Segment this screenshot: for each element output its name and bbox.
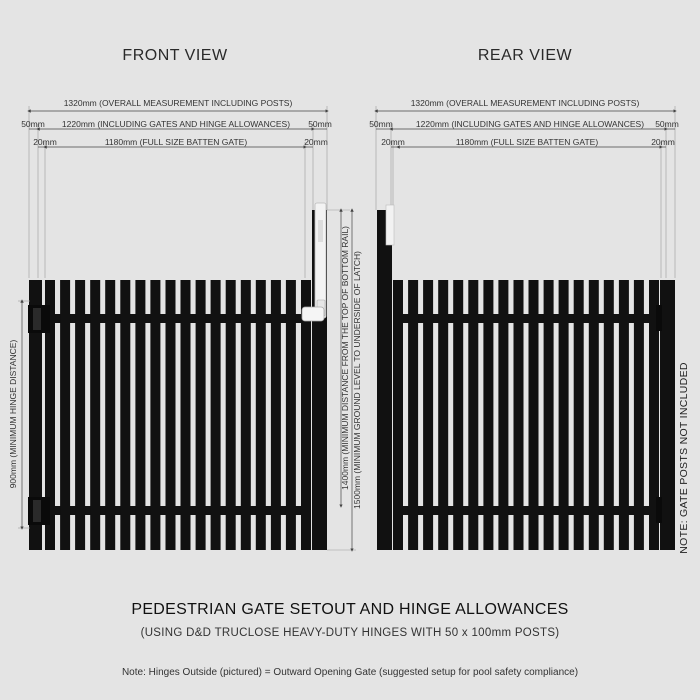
latch-ground-label: 1500mm (MINIMUM GROUND LEVEL TO UNDERSIDE OF LATCH) — [352, 250, 362, 510]
rear-batten — [423, 280, 433, 550]
footnote: Note: Hinges Outside (pictured) = Outward Opening Gate (suggested setup for pool safety compliance) — [121, 667, 579, 678]
rear-view-title: REAR VIEW — [477, 47, 573, 64]
main-heading: PEDESTRIAN GATE SETOUT AND HINGE ALLOWANCES — [131, 601, 569, 618]
rear-batten — [529, 280, 539, 550]
rear-batten — [514, 280, 524, 550]
front-overall-dim: 1320mm (OVERALL MEASUREMENT INCLUDING POSTS) — [63, 98, 293, 108]
sub-heading: (USING D&D TRUCLOSE HEAVY-DUTY HINGES WITH 50 x 100mm POSTS) — [140, 627, 560, 639]
rear-batten — [438, 280, 448, 550]
front-batten — [286, 280, 296, 550]
rear-batten — [483, 280, 493, 550]
front-post-left-dim: 50mm — [21, 119, 45, 129]
rear-batten — [589, 280, 599, 550]
hinge-distance-dim — [8, 301, 30, 528]
rear-batten — [559, 280, 569, 550]
rear-left-post — [377, 210, 392, 550]
front-hinge-left-dim: 20mm — [33, 137, 57, 147]
rear-batten — [453, 280, 463, 550]
front-gate — [28, 203, 327, 550]
front-batten — [135, 280, 145, 550]
front-batten — [271, 280, 281, 550]
rear-overall-dim: 1320mm (OVERALL MEASUREMENT INCLUDING POSTS) — [410, 98, 640, 108]
hinge-icon — [656, 305, 662, 331]
latch-icon — [386, 205, 394, 245]
rear-gates-hinges-dim: 1220mm (INCLUDING GATES AND HINGE ALLOWANCES) — [415, 119, 645, 129]
front-hinge-right-dim: 20mm — [304, 137, 328, 147]
rear-batten — [604, 280, 614, 550]
side-note: NOTE: GATE POSTS NOT INCLUDED — [678, 362, 690, 554]
front-view-title: FRONT VIEW — [122, 47, 228, 64]
rear-batten — [498, 280, 508, 550]
front-batten — [241, 280, 251, 550]
rear-batten — [393, 280, 403, 550]
rear-batten — [408, 280, 418, 550]
rear-hinge-left-dim: 20mm — [381, 137, 405, 147]
latch-rail-label: 1400mm (MINIMUM DISTANCE FROM THE TOP OF BOTTOM RAIL) — [340, 226, 350, 490]
front-dimensions — [21, 98, 332, 278]
front-batten — [181, 280, 191, 550]
front-batten — [150, 280, 160, 550]
front-batten — [211, 280, 221, 550]
latch-rail-dim — [327, 210, 350, 506]
rear-post-right-dim: 50mm — [655, 119, 679, 129]
rear-right-post — [660, 280, 675, 550]
front-batten — [105, 280, 115, 550]
rear-batten — [634, 280, 644, 550]
front-batten — [75, 280, 85, 550]
front-batten — [226, 280, 236, 550]
rear-batten — [574, 280, 584, 550]
rear-hinge-right-dim: 20mm — [651, 137, 675, 147]
rear-post-left-dim: 50mm — [369, 119, 393, 129]
rear-batten — [619, 280, 629, 550]
rear-batten — [544, 280, 554, 550]
rear-gate — [377, 205, 675, 550]
rear-dimensions — [369, 98, 679, 278]
front-batten — [256, 280, 266, 550]
front-post-right-dim: 50mm — [308, 119, 332, 129]
front-batten — [120, 280, 130, 550]
front-batten — [166, 280, 176, 550]
rear-batten-gate-dim: 1180mm (FULL SIZE BATTEN GATE) — [455, 137, 599, 147]
hinge-distance-label: 900mm (MINIMUM HINGE DISTANCE) — [8, 339, 18, 489]
front-batten — [90, 280, 100, 550]
front-batten-gate-dim: 1180mm (FULL SIZE BATTEN GATE) — [104, 137, 248, 147]
hinge-icon — [28, 305, 50, 333]
front-gates-hinges-dim: 1220mm (INCLUDING GATES AND HINGE ALLOWANCES) — [61, 119, 291, 129]
front-batten — [196, 280, 206, 550]
hinge-icon — [656, 497, 662, 523]
hinge-icon — [28, 497, 50, 525]
rear-batten — [468, 280, 478, 550]
front-batten — [60, 280, 70, 550]
